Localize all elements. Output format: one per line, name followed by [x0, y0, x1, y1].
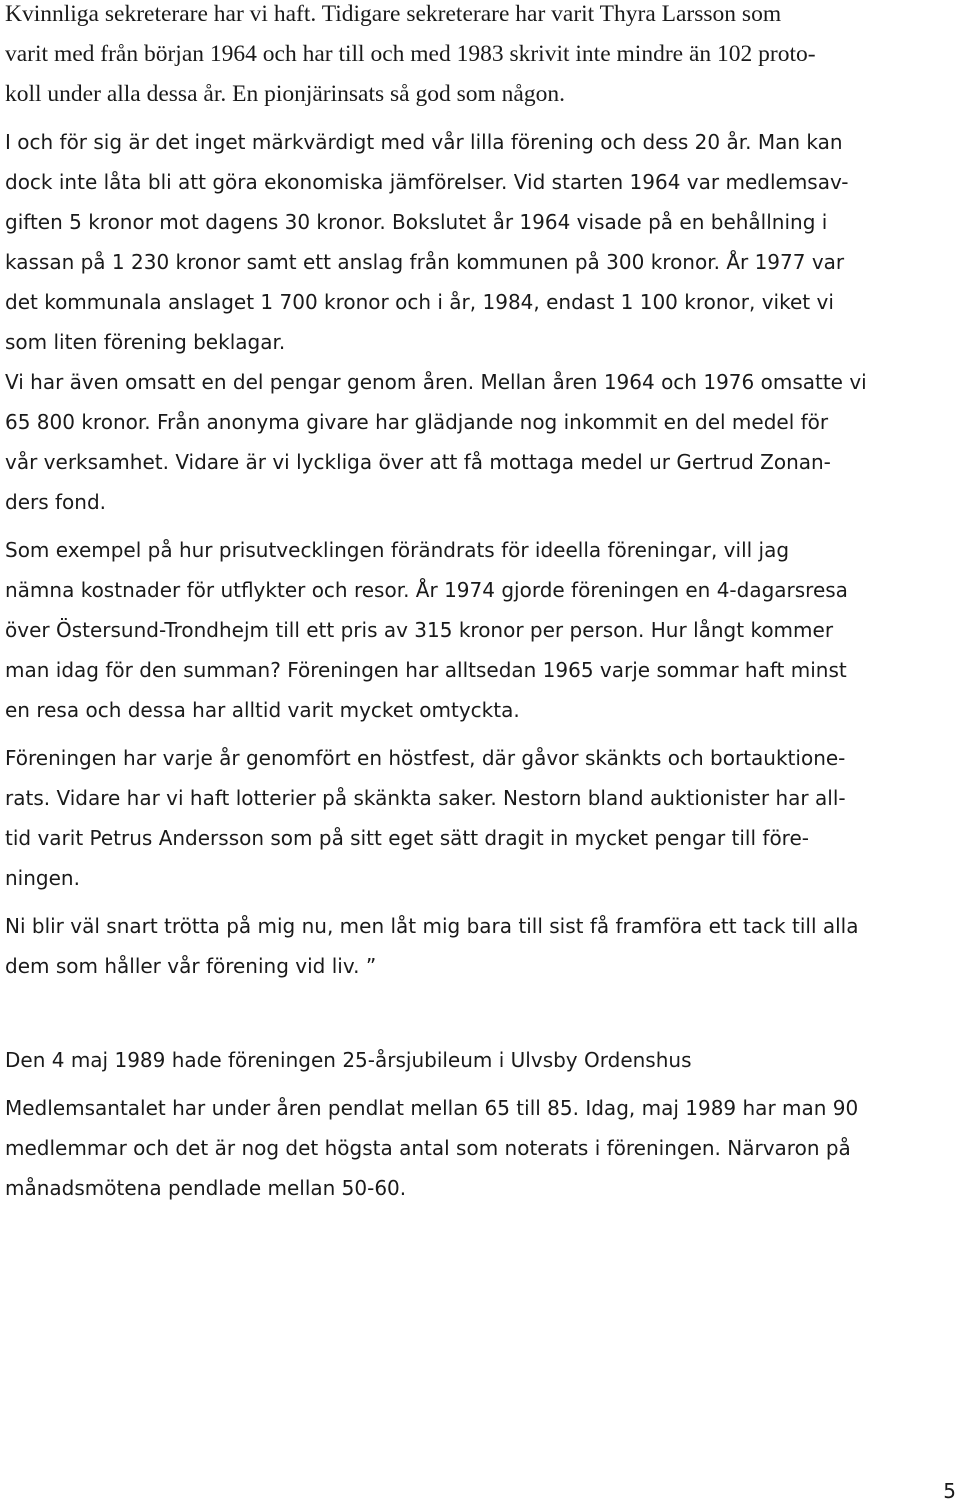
text-line: varit med från början 1964 och har till och med 1983 skrivit inte mindre än 102 proto- [5, 41, 816, 67]
paragraph-thanks [5, 906, 955, 986]
paragraph-money [5, 362, 955, 522]
text-line: Den 4 maj 1989 hade föreningen 25-årsjubileum i Ulvsby Ordenshus [5, 1048, 692, 1072]
text-line: dock inte låta bli att göra ekonomiska jämförelser. Vid starten 1964 var medlemsav- [5, 170, 849, 194]
text-line: Kvinnliga sekreterare har vi haft. Tidigare sekreterare har varit Thyra Larsson som [5, 1, 782, 27]
text-line: kassan på 1 230 kronor samt ett anslag från kommunen på 300 kronor. År 1977 var [5, 250, 845, 274]
text-line: tid varit Petrus Andersson som på sitt eget sätt dragit in mycket pengar till före- [5, 826, 809, 850]
text-line: giften 5 kronor mot dagens 30 kronor. Bokslutet år 1964 visade på en behållning i [5, 210, 828, 234]
text-line: nämna kostnader för utflykter och resor. År 1974 gjorde föreningen en 4-dagarsresa [5, 578, 848, 602]
page-number: 5 [943, 1479, 956, 1503]
paragraph-jubilee [5, 1040, 955, 1080]
text-line: Medlemsantalet har under åren pendlat mellan 65 till 85. Idag, maj 1989 har man 90 [5, 1096, 859, 1120]
text-line: I och för sig är det inget märkvärdigt med vår lilla förening och dess 20 år. Man kan [5, 130, 843, 154]
text-line: rats. Vidare har vi haft lotterier på skänkta saker. Nestorn bland auktionister har all- [5, 786, 846, 810]
paragraph-autumn-party [5, 738, 955, 898]
paragraph-economy [5, 122, 955, 362]
text-line: det kommunala anslaget 1 700 kronor och i år, 1984, endast 1 100 kronor, viket vi [5, 290, 834, 314]
text-line: ningen. [5, 866, 80, 890]
document-page [5, 0, 955, 1208]
text-line: medlemmar och det är nog det högsta antal som noterats i föreningen. Närvaron på [5, 1136, 851, 1160]
text-line: 65 800 kronor. Från anonyma givare har glädjande nog inkommit en del medel för [5, 410, 829, 434]
text-line: vår verksamhet. Vidare är vi lyckliga över att få mottaga medel ur Gertrud Zonan- [5, 450, 831, 474]
text-line: som liten förening beklagar. [5, 330, 286, 354]
text-line: man idag för den summan? Föreningen har alltsedan 1965 varje sommar haft minst [5, 658, 847, 682]
paragraph-secretaries [5, 0, 955, 114]
text-line: en resa och dessa har alltid varit mycket omtyckta. [5, 698, 520, 722]
text-line: Som exempel på hur prisutvecklingen förändrats för ideella föreningar, vill jag [5, 538, 790, 562]
text-line: över Östersund-Trondhejm till ett pris av 315 kronor per person. Hur långt kommer [5, 618, 834, 642]
paragraph-members [5, 1088, 955, 1208]
text-line: koll under alla dessa år. En pionjärinsats så god som någon. [5, 81, 565, 107]
text-line: Föreningen har varje år genomfört en höstfest, där gåvor skänkts och bortauktione- [5, 746, 846, 770]
text-line: månadsmötena pendlade mellan 50-60. [5, 1176, 407, 1200]
text-line: ders fond. [5, 490, 107, 514]
text-line: Ni blir väl snart trötta på mig nu, men låt mig bara till sist få framföra ett tack till alla [5, 914, 859, 938]
section-gap [5, 986, 955, 1040]
text-line: dem som håller vår förening vid liv. ” [5, 954, 377, 978]
text-line: Vi har även omsatt en del pengar genom åren. Mellan åren 1964 och 1976 omsatte vi [5, 370, 867, 394]
paragraph-prices [5, 530, 955, 730]
